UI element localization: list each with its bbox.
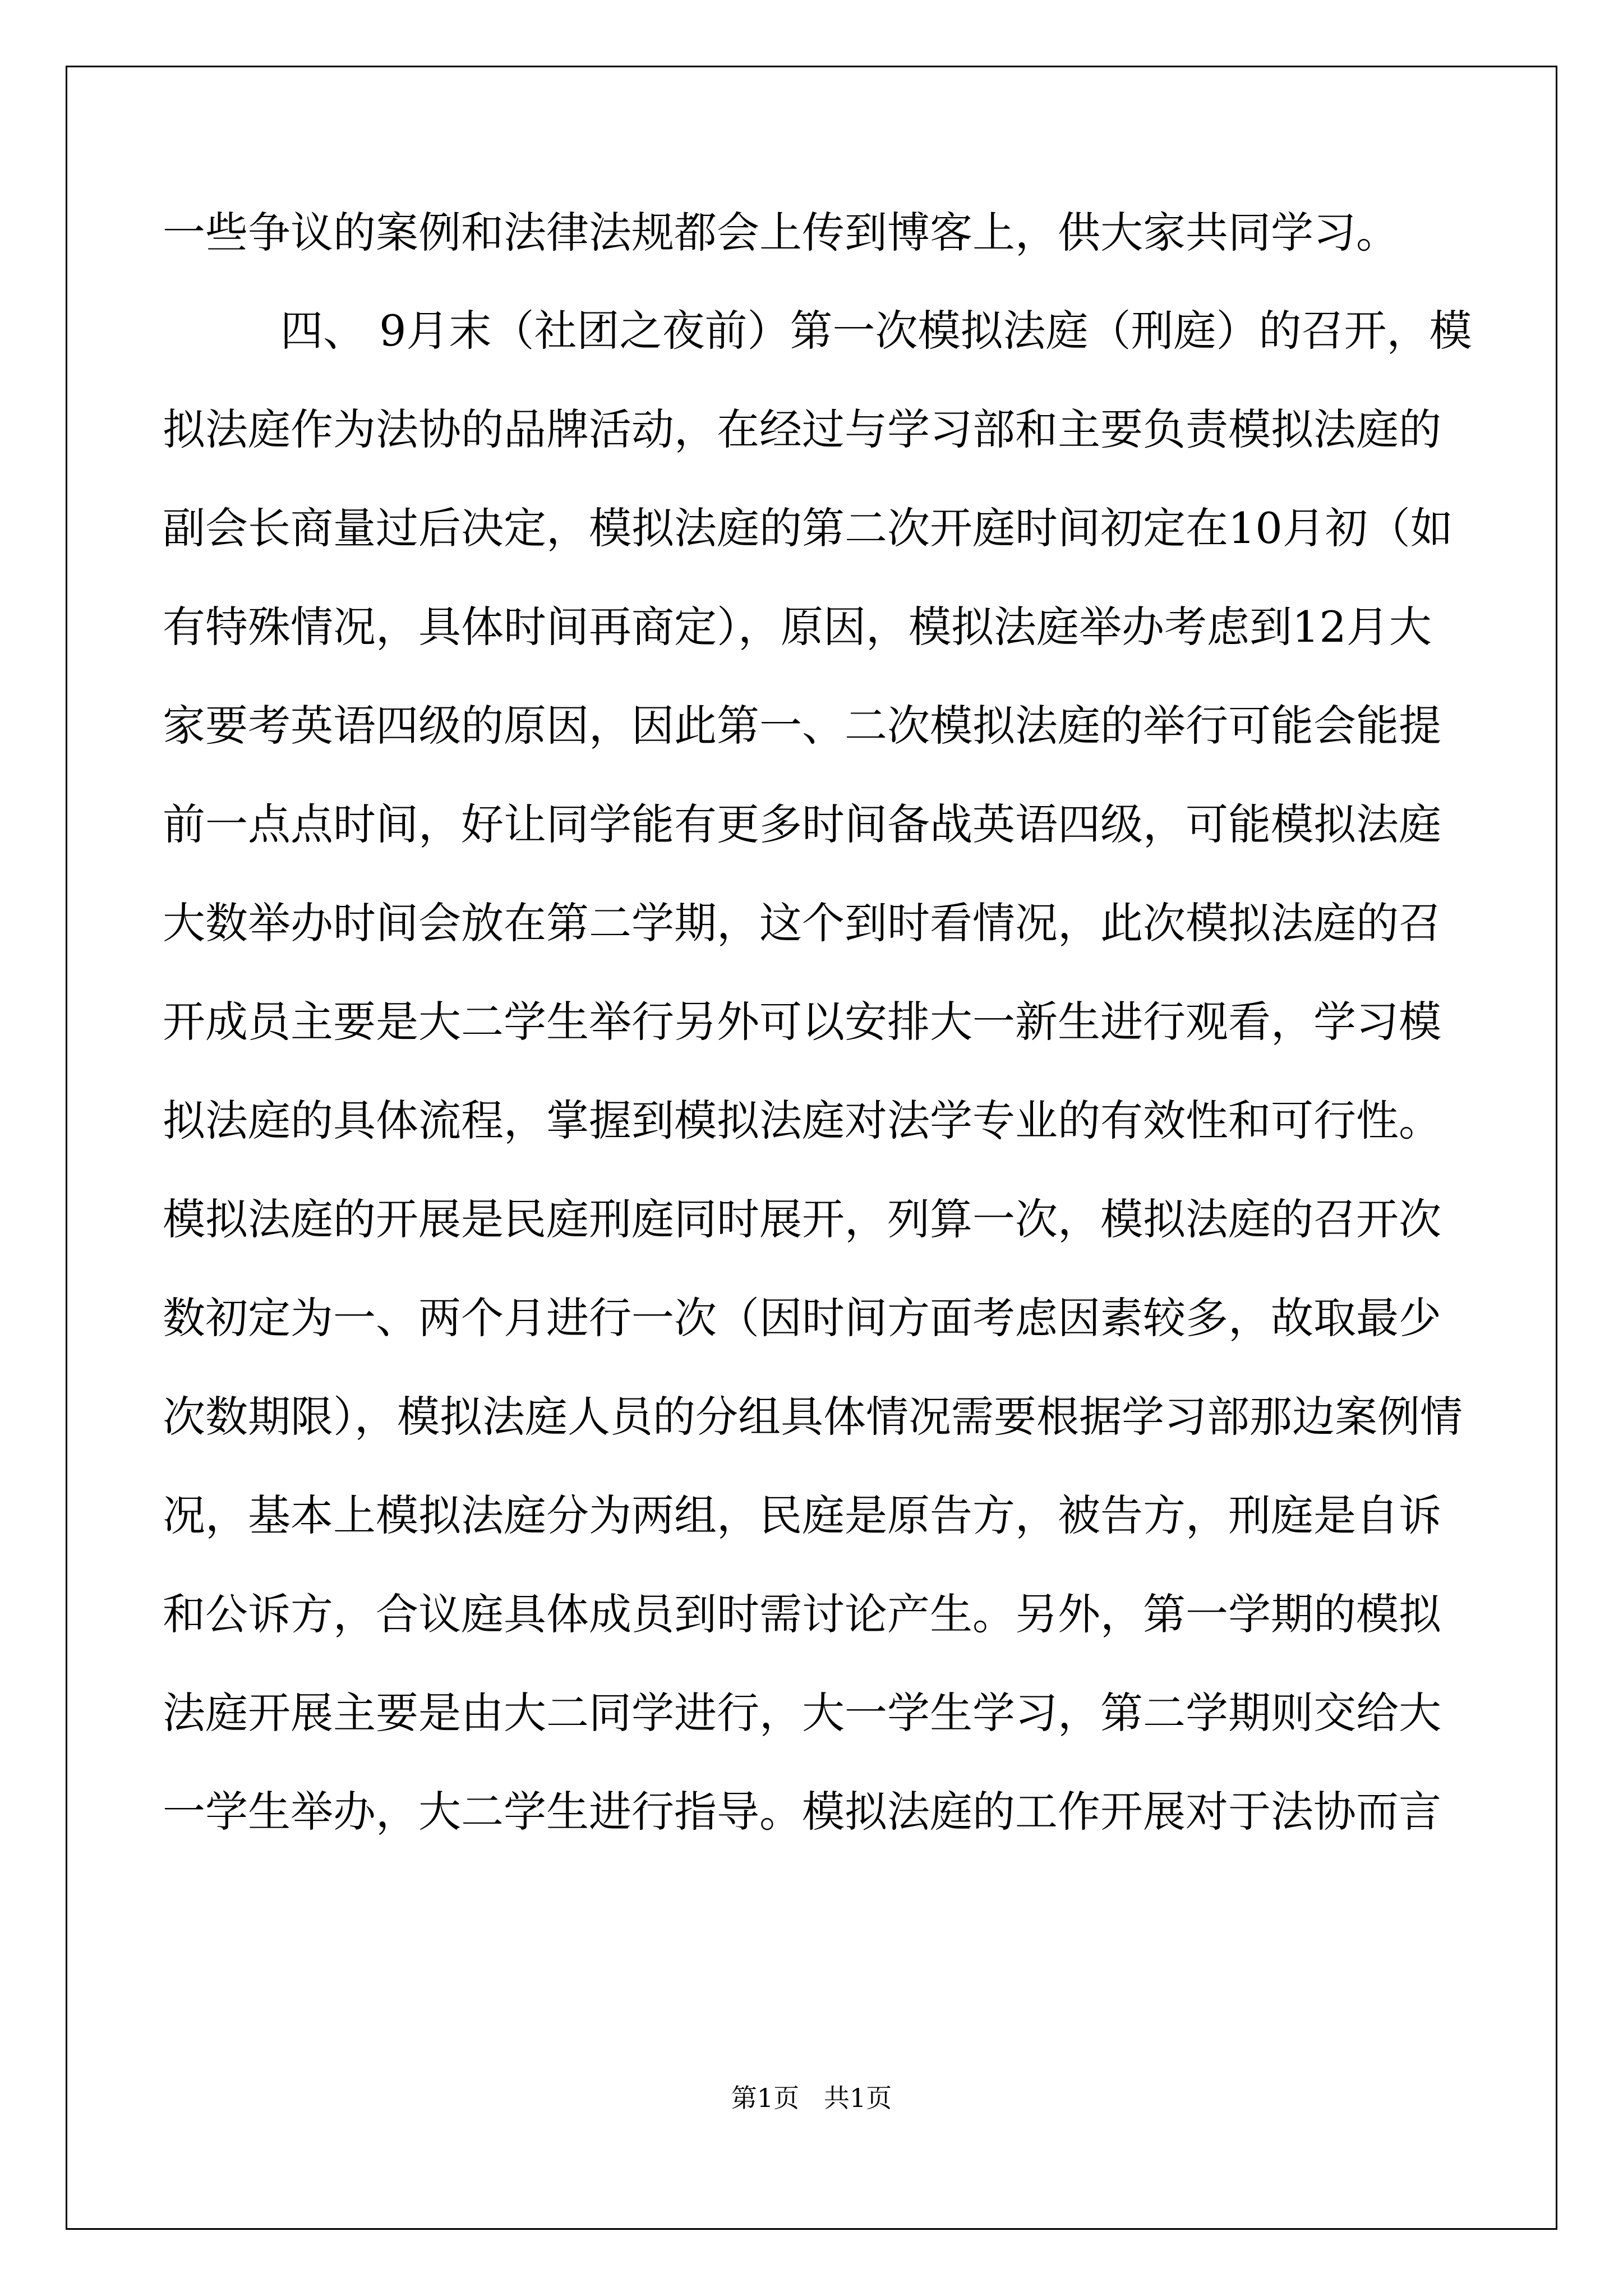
text-line: 拟法庭作为法协的品牌活动，在经过与学习部和主要负责模拟法庭的 bbox=[163, 404, 1441, 454]
text-line: 副会长商量过后决定，模拟法庭的第二次开庭时间初定在10月初（如 bbox=[163, 503, 1453, 553]
page-footer: 第1页 共1页 bbox=[731, 2083, 892, 2113]
text-line: 次数期限），模拟法庭人员的分组具体情况需要根据学习部那边案例情 bbox=[163, 1392, 1463, 1442]
text-line: 法庭开展主要是由大二同学进行，大一学生学习，第二学期则交给大 bbox=[163, 1688, 1441, 1738]
text-line: 模拟法庭的开展是民庭刑庭同时展开，列算一次，模拟法庭的召开次 bbox=[163, 1194, 1441, 1244]
text-line: 大数举办时间会放在第二学期，这个到时看情况，此次模拟法庭的召 bbox=[163, 898, 1441, 948]
text-line: 有特殊情况，具体时间再商定），原因，模拟法庭举办考虑到12月大 bbox=[163, 602, 1432, 652]
text-line: 拟法庭的具体流程，掌握到模拟法庭对法学专业的有效性和可行性。 bbox=[163, 1096, 1441, 1145]
text-line: 数初定为一、两个月进行一次（因时间方面考虑因素较多，故取最少 bbox=[163, 1293, 1441, 1343]
text-line: 开成员主要是大二学生举行另外可以安排大一新生进行观看，学习模 bbox=[163, 997, 1441, 1047]
text-line: 和公诉方，合议庭具体成员到时需讨论产生。另外，第一学期的模拟 bbox=[163, 1589, 1441, 1639]
text-line: 一学生举办，大二学生进行指导。模拟法庭的工作开展对于法协而言 bbox=[163, 1787, 1441, 1837]
text-line: 四、 9月末（社团之夜前）第一次模拟法庭（刑庭）的召开，模 bbox=[280, 306, 1472, 356]
text-line: 况，基本上模拟法庭分为两组，民庭是原告方，被告方，刑庭是自诉 bbox=[163, 1490, 1441, 1540]
text-line: 前一点点时间，好让同学能有更多时间备战英语四级，可能模拟法庭 bbox=[163, 799, 1441, 849]
text-line: 家要考英语四级的原因，因此第一、二次模拟法庭的举行可能会能提 bbox=[163, 701, 1441, 751]
text-line: 一些争议的案例和法律法规都会上传到博客上，供大家共同学习。 bbox=[163, 208, 1399, 257]
